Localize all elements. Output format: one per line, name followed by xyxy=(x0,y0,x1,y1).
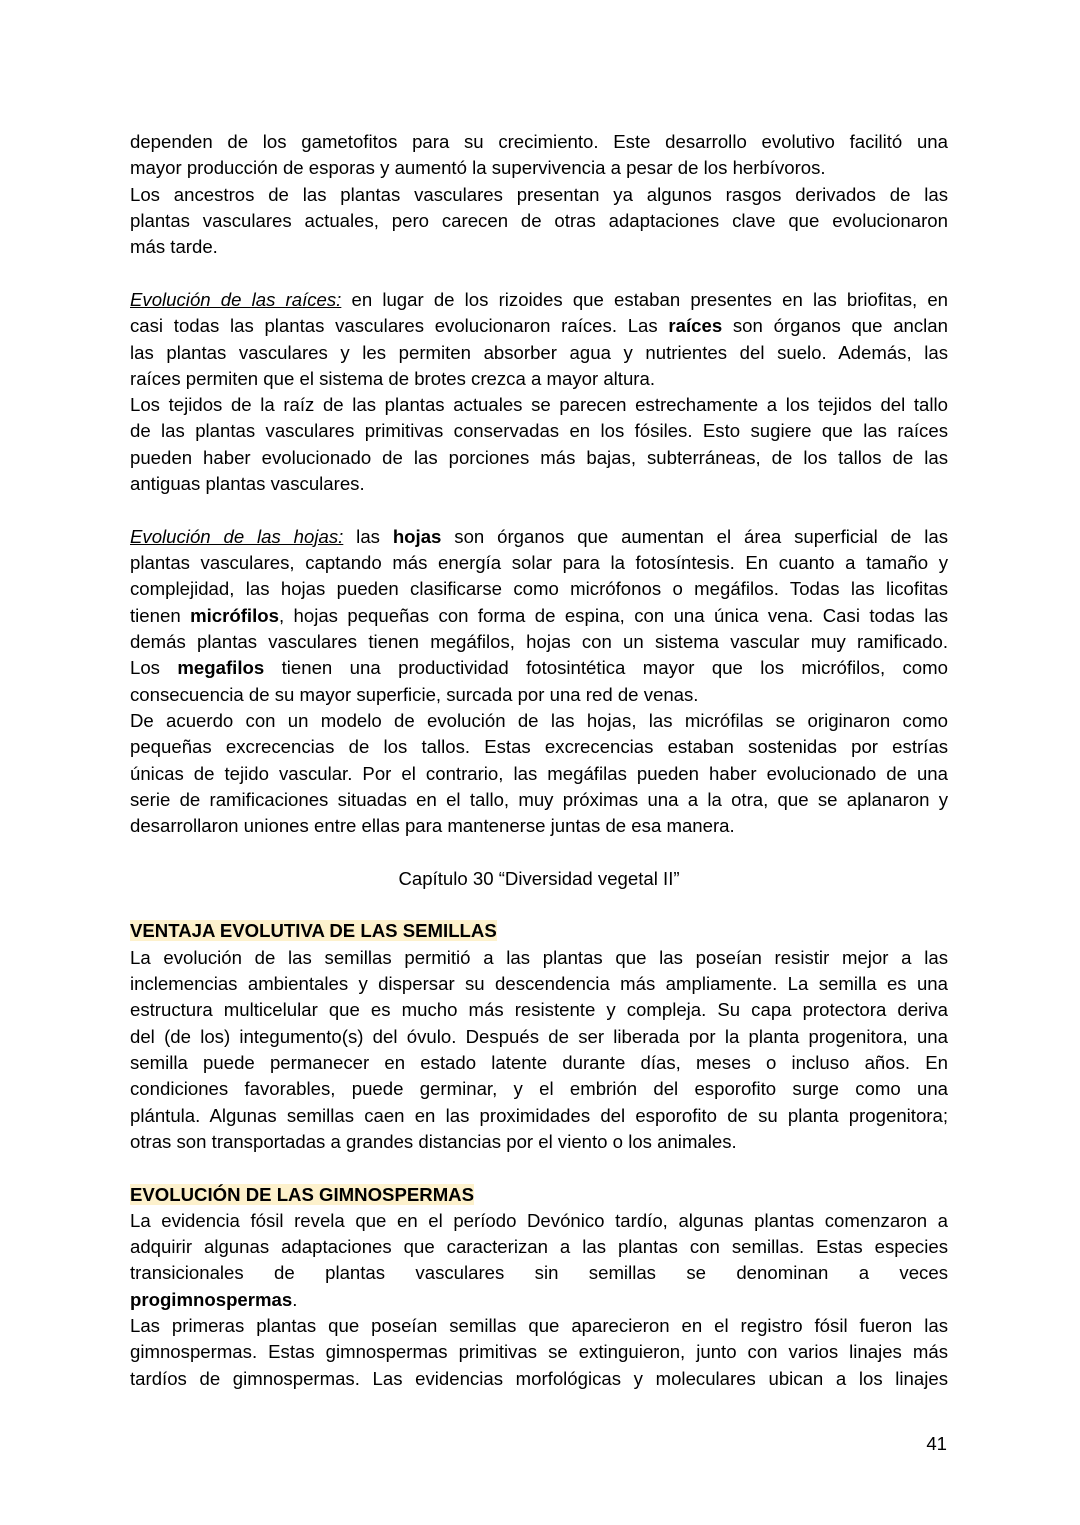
text-line xyxy=(130,761,948,787)
text-line xyxy=(130,287,948,313)
document-body xyxy=(130,129,948,1392)
text-line xyxy=(130,1076,948,1102)
text-line xyxy=(130,576,948,602)
text-line xyxy=(130,129,948,155)
text-line xyxy=(130,629,948,655)
text-run: en lugar de los rizoides que estaban presentes en las briofitas, en xyxy=(341,288,948,310)
text-line xyxy=(130,997,948,1023)
text-run: inclemencias ambientales y dispersar su descendencia más ampliamente. La semilla es una xyxy=(130,973,948,994)
text-run: semilla puede permanecer en estado latente durante días, meses o incluso años. En xyxy=(130,1051,948,1073)
text-line xyxy=(130,1050,948,1076)
page-number: 41 xyxy=(926,1433,947,1454)
section-lead-underlined: Evolución de las raíces: xyxy=(130,288,342,310)
blank-line xyxy=(130,261,948,287)
text-run: Capítulo 30 “Diversidad vegetal II” xyxy=(398,867,680,889)
text-run: transicionales de plantas vasculares sin semillas se denominan a veces xyxy=(130,1262,948,1284)
blank-line xyxy=(130,497,948,523)
text-run: La evidencia fósil revela que en el período Devónico tardío, algunas plantas comenzaron a xyxy=(130,1209,948,1231)
text-line xyxy=(130,445,948,471)
text-line xyxy=(130,1287,948,1313)
text-run: otras son transportadas a grandes distancias por el viento o los animales. xyxy=(130,1130,737,1152)
section-heading: VENTAJA EVOLUTIVA DE LAS SEMILLAS xyxy=(130,920,497,942)
text-line xyxy=(130,655,948,681)
text-run: adquirir algunas adaptaciones que caracterizan a las plantas con semillas. Estas especies xyxy=(130,1236,948,1258)
blank-line xyxy=(130,892,948,918)
text-line xyxy=(130,1103,948,1129)
text-line xyxy=(130,708,948,734)
text-line xyxy=(130,1339,948,1365)
bold-term: micrófilos xyxy=(190,604,279,626)
text-run: desarrollaron uniones entre ellas para mantenerse juntas de esa manera. xyxy=(130,815,735,837)
text-line xyxy=(130,1182,948,1208)
text-run: condiciones favorables, puede germinar, y el embrión del esporofito surge como una xyxy=(130,1078,948,1100)
text-run: más tarde. xyxy=(130,236,218,258)
text-line xyxy=(130,945,948,971)
text-line xyxy=(130,155,948,181)
text-run: plantas vasculares, captando más energía solar para la fotosíntesis. En cuanto a tamaño y xyxy=(130,552,948,573)
text-run: únicas de tejido vascular. Por el contrario, las megáfilas pueden haber evolucionado de una xyxy=(130,762,948,784)
text-line xyxy=(130,182,948,208)
text-run: pueden haber evolucionado de las porciones más bajas, subterráneas, de los tallos de las xyxy=(130,446,948,468)
text-run: plantas vasculares actuales, pero carecen de otras adaptaciones clave que evolucionaron xyxy=(130,209,948,231)
section-lead-underlined: Evolución de las hojas: xyxy=(130,525,344,547)
text-line xyxy=(130,787,948,813)
text-run: mayor producción de esporas y aumentó la supervivencia a pesar de los herbívoros. xyxy=(130,157,826,179)
text-run: , hojas pequeñas con forma de espina, con una única vena. Casi todas las xyxy=(278,604,948,626)
text-line xyxy=(130,366,948,392)
text-line xyxy=(130,1024,948,1050)
text-line xyxy=(130,340,948,366)
text-run: . xyxy=(292,1288,298,1310)
text-run: pequeñas excrecencias de los tallos. Estas excrecencias estaban sostenidas por estrías xyxy=(130,736,948,758)
text-line xyxy=(130,813,948,839)
text-run: Los xyxy=(130,657,178,679)
text-line xyxy=(130,392,948,418)
text-run: complejidad, las hojas pueden clasificarse como micrófonos o megáfilos. Todas las licofitas xyxy=(130,578,948,600)
text-run: tienen xyxy=(130,604,191,626)
text-line xyxy=(130,1234,948,1260)
blank-line xyxy=(130,839,948,865)
text-run: de las plantas vasculares primitivas conservadas en los fósiles. Esto sugiere que las raíces xyxy=(130,420,948,442)
text-run: las plantas vasculares y les permiten absorber agua y nutrientes del suelo. Además, las xyxy=(130,341,948,363)
text-line xyxy=(130,524,948,550)
text-run: dependen de los gametofitos para su crecimiento. Este desarrollo evolutivo facilitó una xyxy=(130,131,948,152)
text-run: Los tejidos de la raíz de las plantas actuales se parecen estrechamente a los tejidos del tallo xyxy=(130,394,948,416)
blank-line xyxy=(130,1155,948,1181)
chapter-title xyxy=(130,866,948,892)
text-run: son órganos que anclan xyxy=(722,315,948,337)
text-run: del (de los) integumento(s) del óvulo. Después de ser liberada por la planta progenitora, una xyxy=(130,1025,948,1047)
text-line xyxy=(130,550,948,576)
text-line xyxy=(130,471,948,497)
text-run: las xyxy=(343,525,393,547)
text-line xyxy=(130,1260,948,1286)
text-run: gimnospermas. Estas gimnospermas primitivas se extinguieron, junto con varios linajes más xyxy=(130,1341,948,1363)
bold-term: megafilos xyxy=(177,657,265,679)
text-run: casi todas las plantas vasculares evolucionaron raíces. Las xyxy=(130,315,669,337)
text-line xyxy=(130,1129,948,1155)
text-run: plántula. Algunas semillas caen en las proximidades del esporofito de su planta progenitora; xyxy=(130,1104,948,1126)
text-run: serie de ramificaciones situadas en el tallo, muy próximas una a la otra, que se aplanaron y xyxy=(130,788,948,810)
text-run: raíces permiten que el sistema de brotes crezca a mayor altura. xyxy=(130,367,655,389)
text-run: demás plantas vasculares tienen megáfilos, hojas con un sistema vascular muy ramificado. xyxy=(130,630,948,652)
text-line xyxy=(130,313,948,339)
text-line xyxy=(130,1313,948,1339)
text-run: estructura multicelular que es mucho más resistente y compleja. Su capa protectora deriva xyxy=(130,999,948,1021)
text-run: Los ancestros de las plantas vasculares presentan ya algunos rasgos derivados de las xyxy=(130,183,948,205)
section-heading: EVOLUCIÓN DE LAS GIMNOSPERMAS xyxy=(130,1183,475,1205)
text-line xyxy=(130,418,948,444)
text-line xyxy=(130,971,948,997)
text-run: consecuencia de su mayor superficie, surcada por una red de venas. xyxy=(130,683,699,705)
text-run: Las primeras plantas que poseían semillas que aparecieron en el registro fósil fueron las xyxy=(130,1315,948,1337)
bold-term: hojas xyxy=(392,525,442,547)
text-line xyxy=(130,208,948,234)
text-run: son órganos que aumentan el área superficial de las xyxy=(441,525,948,547)
text-line xyxy=(130,918,948,944)
text-line xyxy=(130,1366,948,1392)
text-line xyxy=(130,1208,948,1234)
text-run: tienen una productividad fotosintética mayor que los micrófilos, como xyxy=(264,657,948,679)
text-run: tardíos de gimnospermas. Las evidencias morfológicas y moleculares ubican a los linajes xyxy=(130,1367,948,1389)
bold-term: raíces xyxy=(668,315,723,337)
text-run: antiguas plantas vasculares. xyxy=(130,473,365,495)
text-run: La evolución de las semillas permitió a las plantas que las poseían resistir mejor a las xyxy=(130,946,948,968)
text-run: De acuerdo con un modelo de evolución de las hojas, las micrófilas se originaron como xyxy=(130,709,948,731)
text-line xyxy=(130,734,948,760)
text-line xyxy=(130,234,948,260)
text-line xyxy=(130,682,948,708)
text-line xyxy=(130,603,948,629)
bold-term: progimnospermas xyxy=(130,1288,293,1310)
